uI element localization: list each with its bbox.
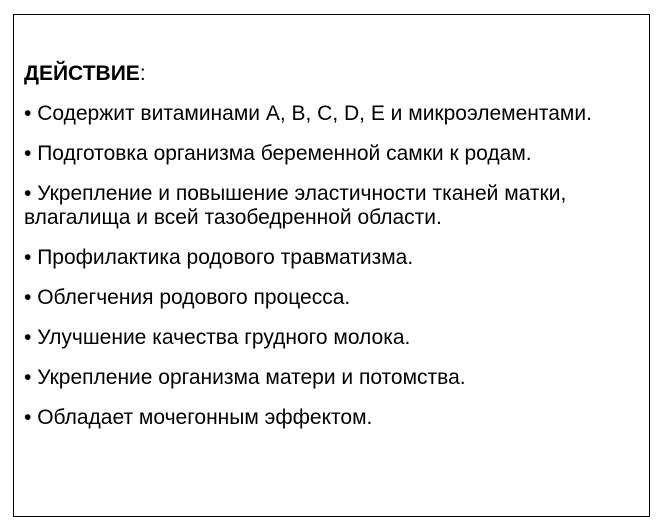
list-item-text: Подготовка организма беременной самки к родам. bbox=[37, 142, 532, 165]
list-item-text: Обладает мочегонным эффектом. bbox=[37, 406, 373, 429]
list-item-text: Улучшение качества грудного молока. bbox=[37, 326, 411, 349]
bullet-icon: • bbox=[24, 246, 32, 269]
action-section bbox=[24, 62, 637, 446]
list-item-text: Укрепление организма матери и потомства. bbox=[37, 366, 466, 389]
list-item bbox=[24, 182, 637, 230]
list-item bbox=[24, 246, 637, 270]
section-heading bbox=[24, 62, 637, 86]
bullet-icon: • bbox=[24, 366, 32, 389]
list-item-text: Профилактика родового травматизма. bbox=[37, 246, 414, 269]
bullet-icon: • bbox=[24, 406, 32, 429]
list-item-text: Содержит витаминами A, B, C, D, E и микроэлементами. bbox=[37, 102, 592, 125]
list-item-text: Укрепление и повышение эластичности тканей матки, влагалища и всей тазобедренной области. bbox=[24, 182, 567, 229]
list-item bbox=[24, 286, 637, 310]
list-item bbox=[24, 366, 637, 390]
list-item bbox=[24, 326, 637, 350]
list-item bbox=[24, 406, 637, 430]
section-heading-colon: : bbox=[139, 62, 146, 85]
content-frame bbox=[13, 14, 650, 517]
bullet-icon: • bbox=[24, 182, 32, 205]
list-item-text: Облегчения родового процесса. bbox=[37, 286, 351, 309]
bullet-icon: • bbox=[24, 102, 32, 125]
bullet-icon: • bbox=[24, 142, 32, 165]
section-heading-text: ДЕЙСТВИЕ bbox=[24, 62, 140, 85]
list-item bbox=[24, 102, 637, 126]
action-list bbox=[24, 102, 637, 430]
bullet-icon: • bbox=[24, 326, 32, 349]
list-item bbox=[24, 142, 637, 166]
bullet-icon: • bbox=[24, 286, 32, 309]
